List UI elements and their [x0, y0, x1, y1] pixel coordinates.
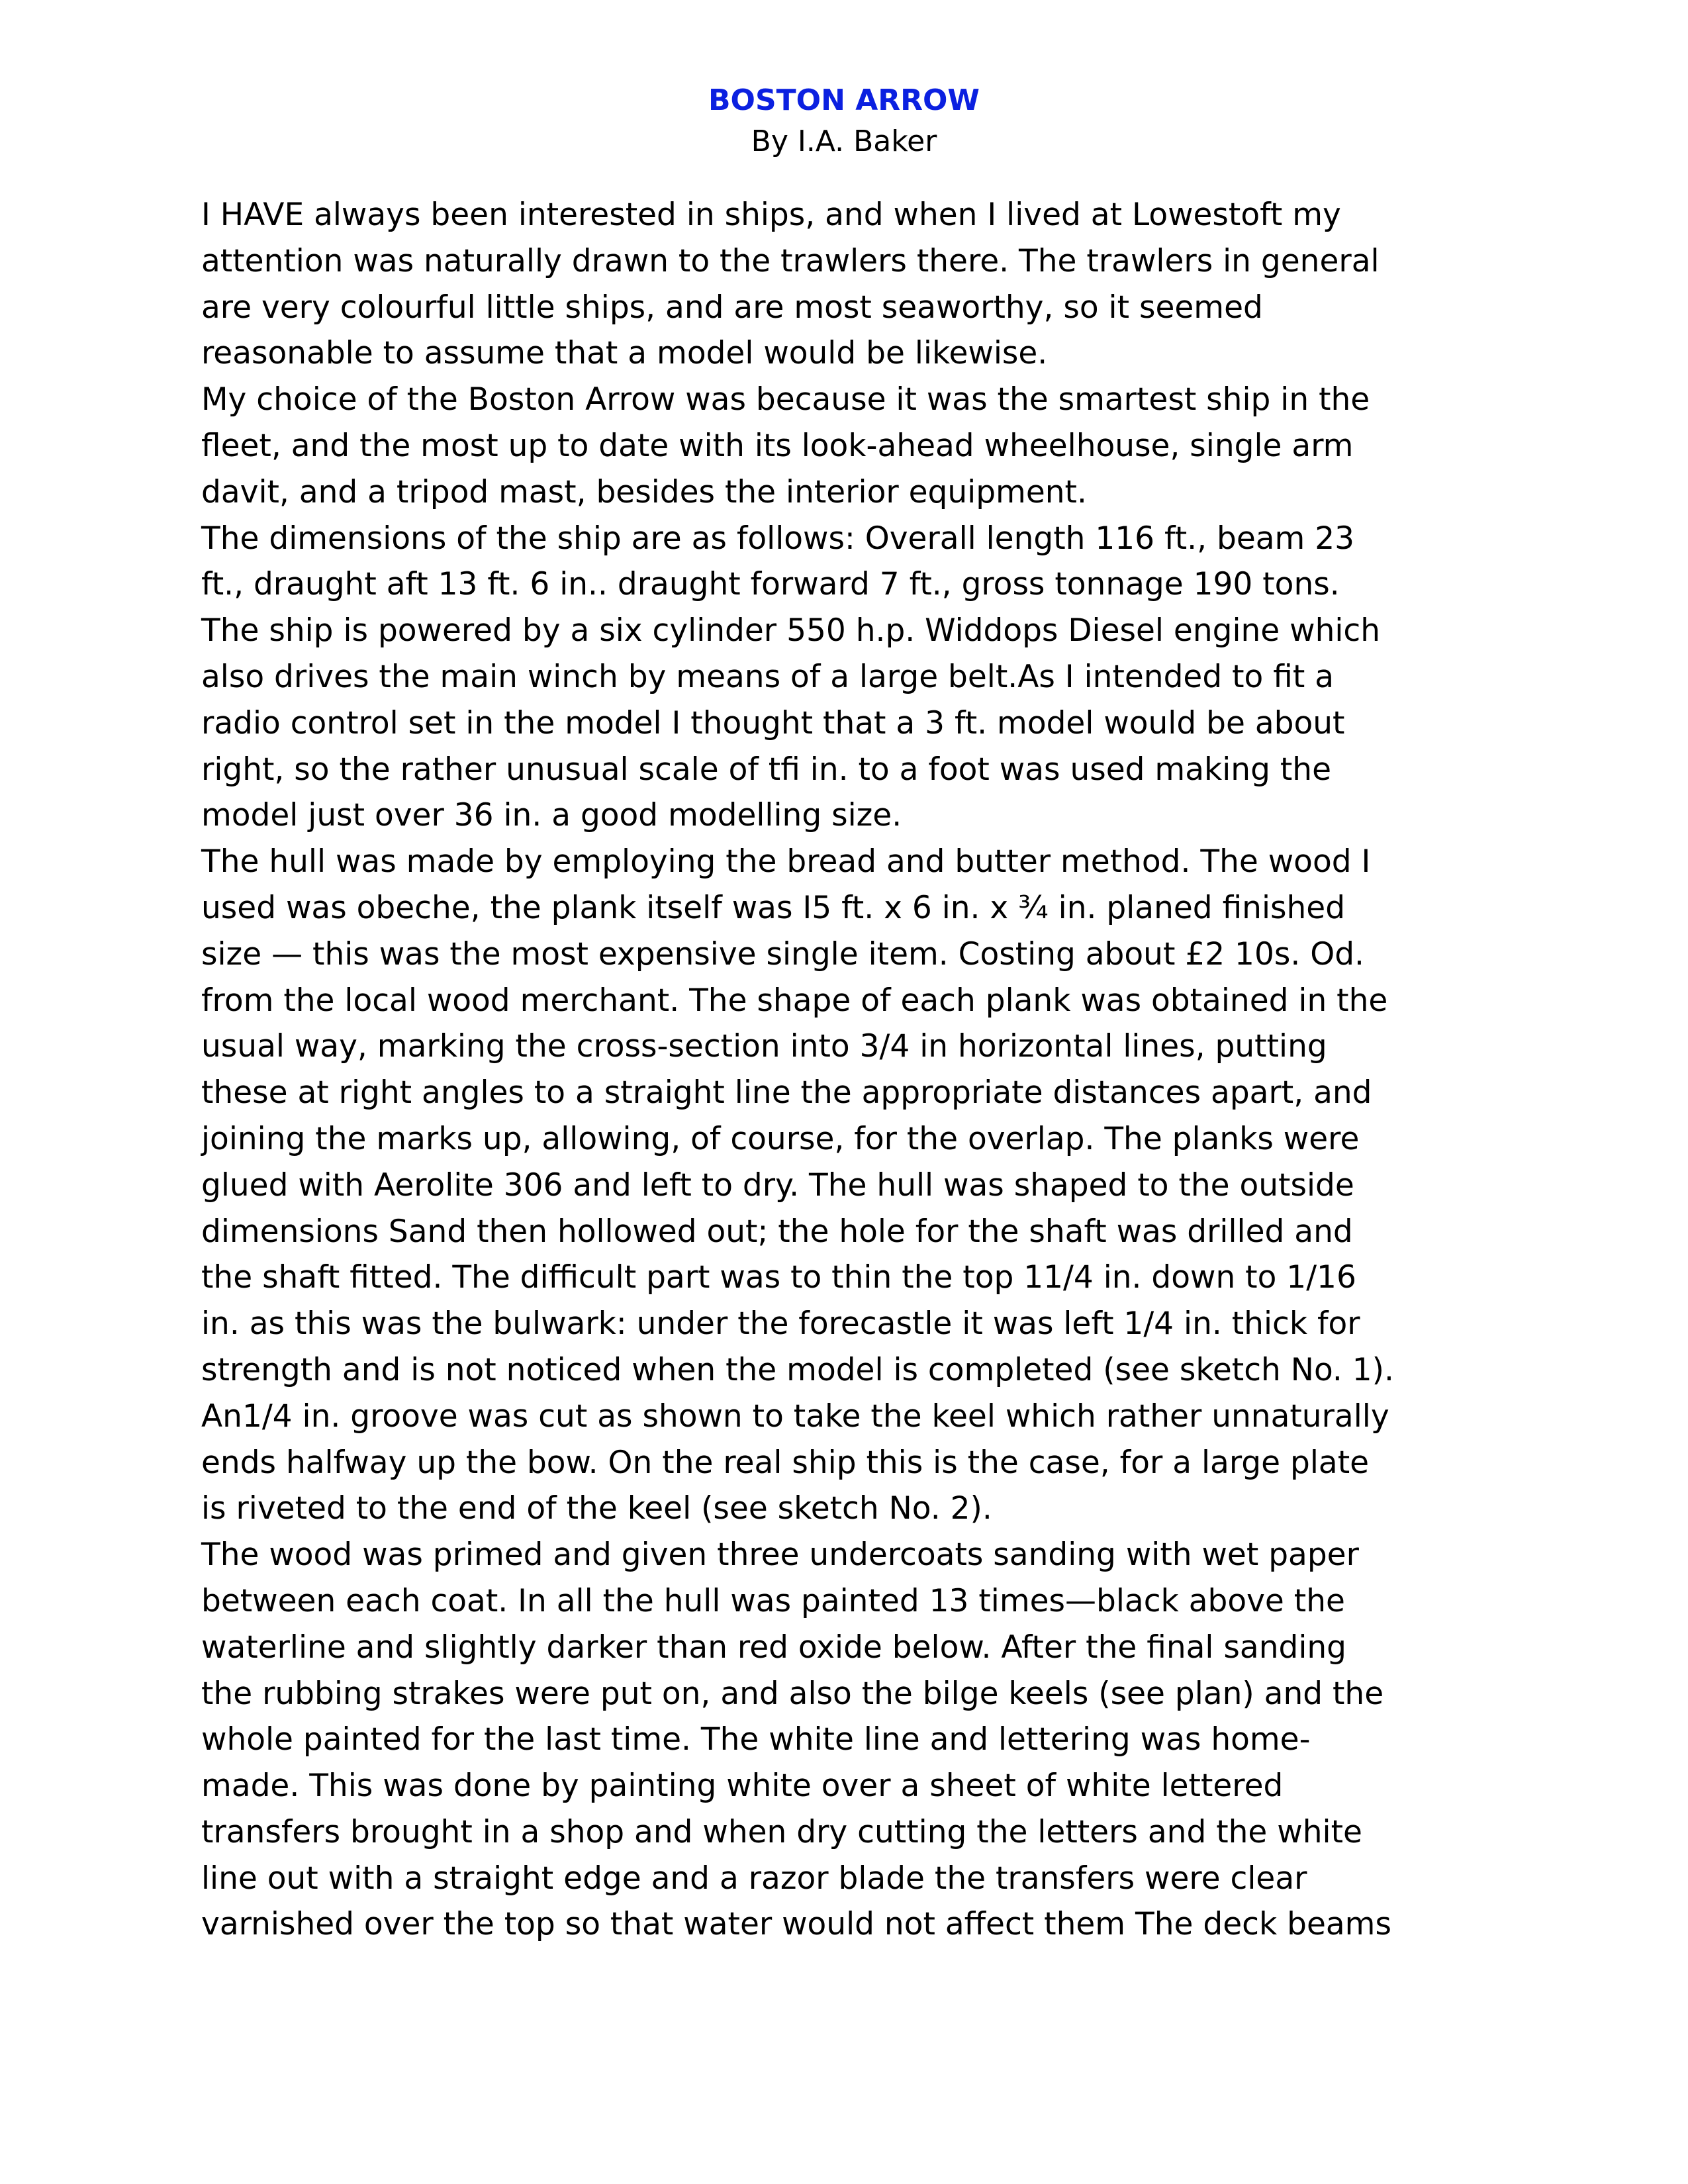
text-line: davit, and a tripod mast, besides the interior equipment. — [201, 473, 1087, 510]
text-line: ends halfway up the bow. On the real ship this is the case, for a large plate — [201, 1444, 1370, 1481]
text-line: ft., draught aft 13 ft. 6 in.. draught forward 7 ft., gross tonnage 190 tons. — [201, 566, 1340, 603]
text-line: between each coat. In all the hull was painted 13 times—black above the — [201, 1582, 1345, 1619]
article-body — [201, 192, 1525, 1948]
text-line: reasonable to assume that a model would be likewise. — [201, 335, 1048, 372]
text-line: from the local wood merchant. The shape of each plank was obtained in the — [201, 982, 1388, 1019]
text-line: these at right angles to a straight line the appropriate distances apart, and — [201, 1074, 1372, 1112]
text-line: in. as this was the bulwark: under the forecastle it was left 1/4 in. thick for — [201, 1306, 1360, 1343]
text-line: joining the marks up, allowing, of course, for the overlap. The planks were — [201, 1120, 1360, 1157]
text-line: The wood was primed and given three undercoats sanding with wet paper — [201, 1537, 1359, 1574]
text-line: usual way, marking the cross-section into 3/4 in horizontal lines, putting — [201, 1028, 1327, 1065]
text-line: also drives the main winch by means of a large belt.As I intended to fit a — [201, 658, 1335, 695]
text-line: glued with Aerolite 306 and left to dry. The hull was shaped to the outside — [201, 1166, 1354, 1204]
text-line: are very colourful little ships, and are most seaworthy, so it seemed — [201, 289, 1263, 326]
text-line: dimensions Sand then hollowed out; the hole for the shaft was drilled and — [201, 1213, 1353, 1250]
document-title: BOSTON ARROW — [708, 83, 980, 117]
author-byline: By I.A. Baker — [751, 124, 937, 158]
text-line: made. This was done by painting white over a sheet of white lettered — [201, 1768, 1284, 1805]
text-line: the rubbing strakes were put on, and also the bilge keels (see plan) and the — [201, 1675, 1384, 1712]
text-line: The ship is powered by a six cylinder 550 h.p. Widdops Diesel engine which — [201, 612, 1381, 649]
text-line: the shaft fitted. The difficult part was to thin the top 11/4 in. down to 1/16 — [201, 1259, 1356, 1296]
text-line: model just over 36 in. a good modelling size. — [201, 797, 902, 834]
text-line: fleet, and the most up to date with its look-ahead wheelhouse, single arm — [201, 427, 1354, 464]
text-line: whole painted for the last time. The white line and lettering was home- — [201, 1721, 1311, 1758]
text-line: used was obeche, the plank itself was I5 ft. x 6 in. x ¾ in. planed finished — [201, 889, 1346, 926]
text-line: right, so the rather unusual scale of tfi in. to a foot was used making the — [201, 751, 1331, 788]
text-line: I HAVE always been interested in ships, and when I lived at Lowestoft my — [201, 197, 1341, 233]
text-line: attention was naturally drawn to the trawlers there. The trawlers in general — [201, 242, 1380, 279]
text-line: transfers brought in a shop and when dry cutting the letters and the white — [201, 1813, 1362, 1850]
text-line: size — this was the most expensive single item. Costing about £2 10s. Od. — [201, 935, 1364, 973]
text-line: line out with a straight edge and a razor blade the transfers were clear — [201, 1860, 1307, 1897]
text-line: The hull was made by employing the bread and butter method. The wood I — [201, 843, 1371, 880]
text-line: The dimensions of the ship are as follows: Overall length 116 ft., beam 23 — [201, 520, 1355, 557]
text-line: strength and is not noticed when the model is completed (see sketch No. 1). — [201, 1351, 1394, 1388]
text-line: radio control set in the model I thought that a 3 ft. model would be about — [201, 704, 1345, 741]
text-line: My choice of the Boston Arrow was because it was the smartest ship in the — [201, 381, 1370, 418]
text-line: An1/4 in. groove was cut as shown to take the keel which rather unnaturally — [201, 1398, 1389, 1435]
text-line: varnished over the top so that water would not affect them The deck beams — [201, 1906, 1391, 1943]
text-line: is riveted to the end of the keel (see sketch No. 2). — [201, 1490, 992, 1527]
text-line: waterline and slightly darker than red oxide below. After the final sanding — [201, 1629, 1347, 1666]
